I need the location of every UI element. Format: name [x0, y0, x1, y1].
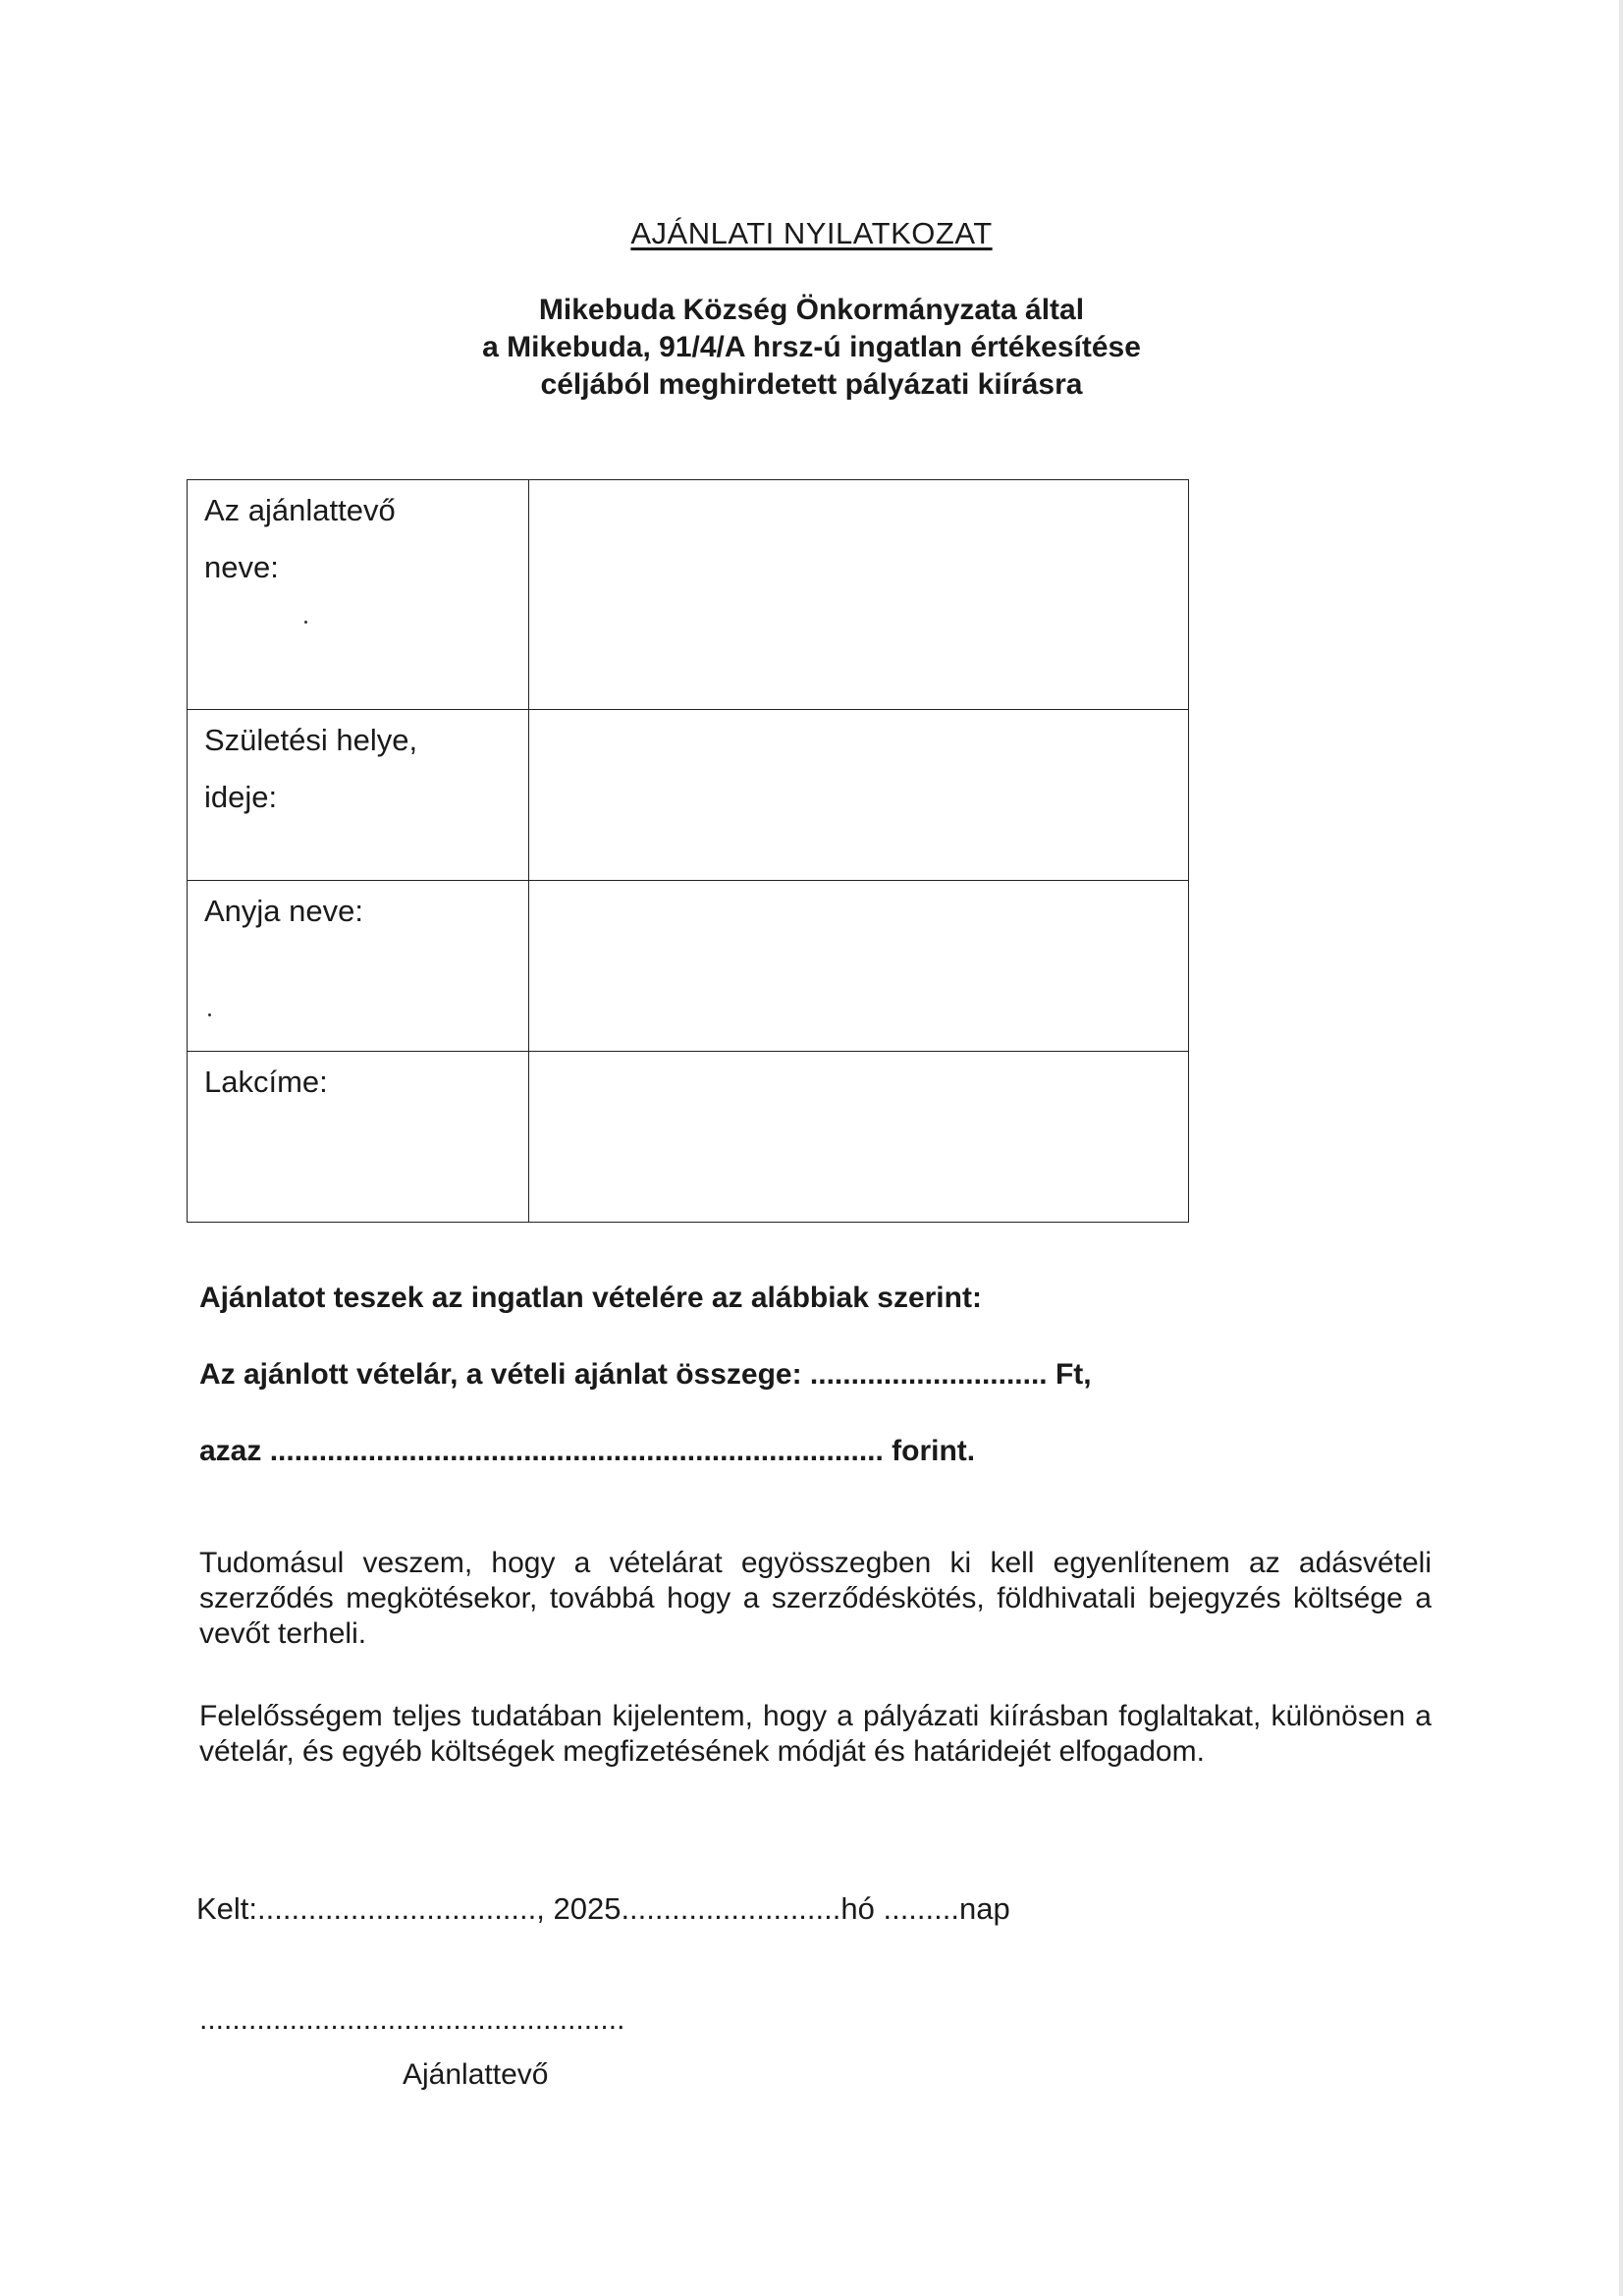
subtitle-line-3: céljából meghirdetett pályázati kiírásra: [540, 368, 1083, 401]
form-label-mother: [188, 881, 529, 1052]
form-label-name-line-1: Az ajánlattevő: [204, 493, 396, 527]
declaration-paragraph: Felelősségem teljes tudatában kijelentem, hogy a pályázati kiírásban foglaltakat, különösen a vételár, és egyéb költségek megfizetésének módját és határidejét elfogadom.: [199, 1700, 1432, 1768]
form-field-name[interactable]: [529, 480, 1189, 710]
form-label-birth-line-1: Születési helye,: [204, 723, 418, 757]
date-line: Kelt:................................., 2025..........................hó .........nap: [196, 1891, 1010, 1926]
applicant-form-table: [187, 479, 1189, 1223]
scan-speck: [304, 621, 307, 624]
form-field-mother[interactable]: [529, 881, 1189, 1052]
price-in-words-line: azaz ........................................................................... forint.: [199, 1435, 976, 1467]
offer-heading: Ajánlatot teszek az ingatlan vételére az alábbiak szerint:: [199, 1282, 982, 1314]
form-label-address-line-1: Lakcíme:: [204, 1065, 328, 1099]
form-row-mother: [188, 881, 1189, 1052]
form-row-address: [188, 1052, 1189, 1223]
signature-line: ....................................................: [199, 2003, 625, 2036]
form-label-birth-line-2: ideje:: [204, 780, 278, 814]
price-line: Az ajánlott vételár, a vételi ajánlat összege: ............................. Ft,: [199, 1358, 1092, 1391]
form-row-birth: [188, 710, 1189, 881]
acknowledgement-paragraph: Tudomásul veszem, hogy a vételárat egyösszegben ki kell egyenlítenem az adásvételi szerződés megkötésekor, továbbá hogy a szerződéskötés, földhivatali bejegyzés költsége a vevőt terheli.: [199, 1547, 1432, 1650]
document-title: AJÁNLATI NYILATKOZAT: [630, 216, 993, 250]
form-label-birth: [188, 710, 529, 881]
form-label-address: [188, 1052, 529, 1223]
form-label-name: [188, 480, 529, 710]
form-field-address[interactable]: [529, 1052, 1189, 1223]
form-label-name-line-2: neve:: [204, 550, 279, 584]
document-subtitle: [0, 292, 1623, 404]
subtitle-line-1: Mikebuda Község Önkormányzata által: [538, 294, 1085, 326]
form-row-name: [188, 480, 1189, 710]
signer-label: Ajánlattevő: [403, 2058, 549, 2091]
scan-speck: [208, 1013, 211, 1016]
form-label-mother-line-1: Anyja neve:: [204, 894, 363, 928]
subtitle-line-2: a Mikebuda, 91/4/A hrsz-ú ingatlan értékesítése: [482, 331, 1141, 363]
form-field-birth[interactable]: [529, 710, 1189, 881]
